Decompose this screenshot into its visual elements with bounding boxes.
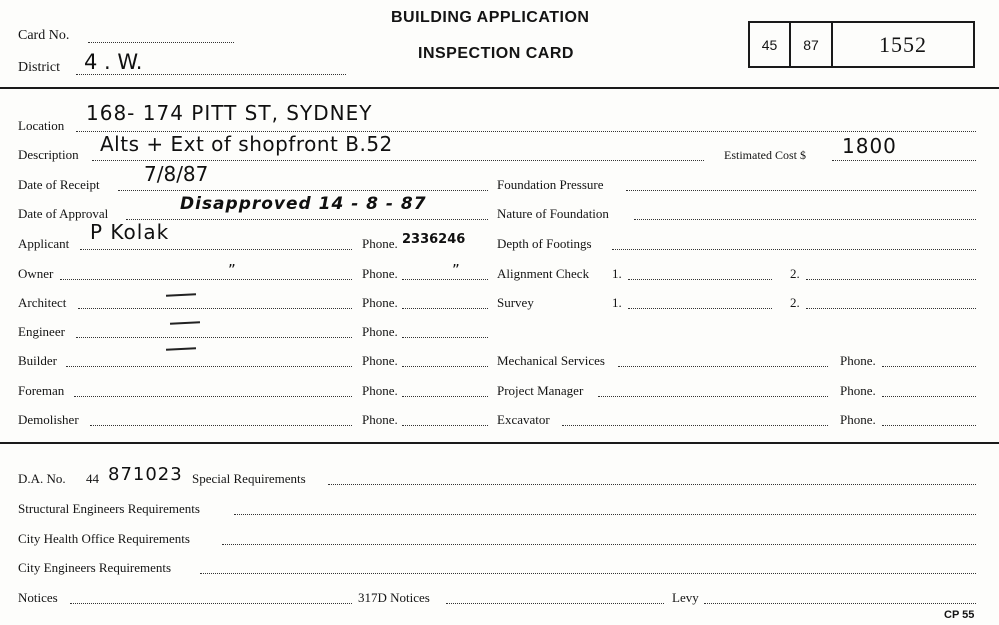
district-field[interactable] [76, 74, 346, 75]
nature-foundation-label: Nature of Foundation [497, 206, 609, 221]
alignment-num2: 2. [790, 266, 800, 281]
architect-field[interactable] [78, 308, 352, 309]
depth-footings-label: Depth of Footings [497, 236, 592, 251]
demolisher-phone-label: Phone. [362, 412, 398, 427]
owner-value: ” [228, 261, 236, 279]
excavator-phone-label: Phone. [840, 412, 876, 427]
owner-label: Owner [18, 266, 54, 281]
city-engineers-requirements-label: City Engineers Requirements [18, 560, 172, 575]
excavator-label: Excavator [497, 412, 550, 427]
district-value: 4 . W. [84, 50, 143, 74]
builder-label: Builder [18, 353, 57, 368]
card-box-2: 87 [789, 21, 833, 68]
engineer-dash [170, 321, 200, 325]
applicant-phone-value: 2336246 [402, 232, 466, 247]
card-box-1: 45 [748, 21, 791, 68]
project-manager-phone-field[interactable] [882, 396, 976, 397]
estimated-cost-value: 1800 [842, 134, 897, 158]
notices-317d-label: 317D Notices [358, 590, 430, 605]
header-divider [0, 87, 999, 89]
builder-phone-label: Phone. [362, 353, 398, 368]
health-requirements-field[interactable] [222, 544, 976, 545]
survey-num1: 1. [612, 295, 622, 310]
card-no-label: Card No. [18, 28, 70, 43]
engineer-label: Engineer [18, 324, 65, 339]
date-receipt-label: Date of Receipt [18, 177, 100, 192]
foundation-pressure-label: Foundation Pressure [497, 177, 604, 192]
estimated-cost-field[interactable] [832, 160, 976, 161]
alignment-field-1[interactable] [628, 279, 772, 280]
mechanical-phone-label: Phone. [840, 353, 876, 368]
health-requirements-label: City Health Office Requirements [18, 531, 190, 546]
excavator-field[interactable] [562, 425, 828, 426]
project-manager-field[interactable] [598, 396, 828, 397]
district-label: District [18, 60, 60, 75]
applicant-phone-label: Phone. [362, 236, 398, 251]
da-no-label: D.A. No. [18, 471, 66, 486]
excavator-phone-field[interactable] [882, 425, 976, 426]
levy-label: Levy [672, 590, 699, 605]
date-approval-value: Disapproved 14 - 8 - 87 [180, 194, 427, 214]
date-approval-label: Date of Approval [18, 206, 109, 221]
notices-317d-field[interactable] [446, 603, 664, 604]
demolisher-label: Demolisher [18, 412, 79, 427]
description-field[interactable] [92, 160, 704, 161]
engineer-field[interactable] [76, 337, 352, 338]
mechanical-phone-field[interactable] [882, 366, 976, 367]
card-no-field[interactable] [88, 42, 234, 43]
city-engineers-requirements-field[interactable] [200, 573, 976, 574]
section-divider [0, 442, 999, 444]
engineer-phone-label: Phone. [362, 324, 398, 339]
project-manager-label: Project Manager [497, 383, 584, 398]
foreman-phone-label: Phone. [362, 383, 398, 398]
location-value: 168- 174 PITT ST, SYDNEY [86, 101, 373, 125]
demolisher-field[interactable] [90, 425, 352, 426]
nature-foundation-field[interactable] [634, 219, 976, 220]
foreman-phone-field[interactable] [402, 396, 488, 397]
demolisher-phone-field[interactable] [402, 425, 488, 426]
form-title-line1: BUILDING APPLICATION [391, 9, 590, 26]
builder-dash [166, 347, 196, 351]
form-code: CP 55 [944, 609, 975, 621]
location-label: Location [18, 118, 65, 133]
date-approval-field[interactable] [126, 219, 488, 220]
owner-phone-field[interactable] [402, 279, 488, 280]
project-manager-phone-label: Phone. [840, 383, 876, 398]
owner-field[interactable] [60, 279, 352, 280]
structural-requirements-label: Structural Engineers Requirements [18, 501, 200, 516]
survey-num2: 2. [790, 295, 800, 310]
applicant-value: P Kolak [90, 220, 170, 244]
owner-phone-label: Phone. [362, 266, 398, 281]
applicant-label: Applicant [18, 236, 70, 251]
depth-footings-field[interactable] [612, 249, 976, 250]
description-label: Description [18, 147, 79, 162]
owner-phone-value: ” [452, 261, 460, 279]
da-number-value: 871023 [108, 464, 183, 485]
notices-field[interactable] [70, 603, 352, 604]
date-receipt-field[interactable] [118, 190, 488, 191]
foreman-field[interactable] [74, 396, 352, 397]
card-number-box: 1552 [831, 21, 975, 68]
architect-phone-label: Phone. [362, 295, 398, 310]
builder-field[interactable] [66, 366, 352, 367]
applicant-field[interactable] [80, 249, 352, 250]
architect-dash [166, 293, 196, 297]
date-receipt-value: 7/8/87 [144, 162, 209, 186]
form-title-line2: INSPECTION CARD [418, 45, 574, 62]
da-prefix: 44 [86, 471, 99, 486]
foreman-label: Foreman [18, 383, 65, 398]
alignment-num1: 1. [612, 266, 622, 281]
alignment-check-label: Alignment Check [497, 266, 590, 281]
description-value: Alts + Ext of shopfront B.52 [100, 132, 393, 156]
survey-field-1[interactable] [628, 308, 772, 309]
estimated-cost-label: Estimated Cost $ [724, 148, 806, 162]
foundation-pressure-field[interactable] [626, 190, 976, 191]
structural-requirements-field[interactable] [234, 514, 976, 515]
notices-label: Notices [18, 590, 58, 605]
builder-phone-field[interactable] [402, 366, 488, 367]
architect-label: Architect [18, 295, 67, 310]
alignment-field-2[interactable] [806, 279, 976, 280]
architect-phone-field[interactable] [402, 308, 488, 309]
mechanical-services-field[interactable] [618, 366, 828, 367]
engineer-phone-field[interactable] [402, 337, 488, 338]
special-requirements-field[interactable] [328, 484, 976, 485]
special-requirements-label: Special Requirements [192, 471, 306, 486]
survey-label: Survey [497, 295, 534, 310]
survey-field-2[interactable] [806, 308, 976, 309]
mechanical-services-label: Mechanical Services [497, 353, 605, 368]
levy-field[interactable] [704, 603, 976, 604]
